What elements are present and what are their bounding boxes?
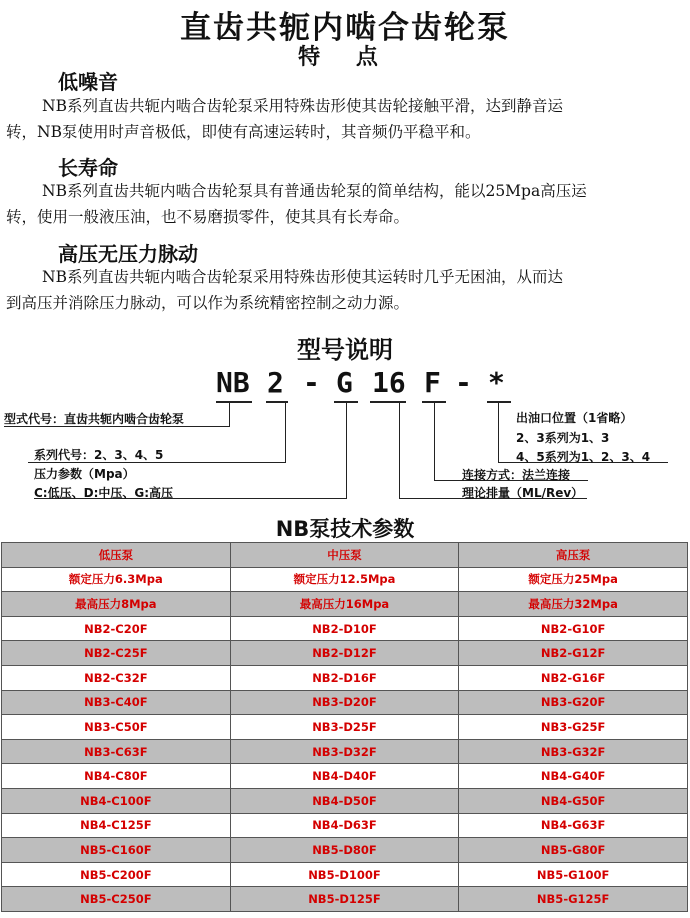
table-cell: 额定压力6.3Mpa [2,567,231,592]
table-cell: NB5-C200F [2,862,231,887]
feature-line: 转，使用一般液压油，也不易磨损零件，使其具有长寿命。 [6,208,410,226]
table-cell: NB3-C63F [2,739,231,764]
leader-line [498,403,499,463]
model-code-outlet: * [488,366,505,399]
table-row [2,887,688,912]
feature-heading-long-life: 长寿命 [58,156,118,180]
feature-heading-low-noise: 低噪音 [58,70,118,94]
label-connection: 连接方式：法兰连接 [462,468,571,482]
table-cell: NB3-D20F [230,690,459,715]
table-row [2,665,688,690]
table-header-cell: 低压泵 [2,543,231,568]
leader-line [229,403,230,427]
label-outlet-a: 2、3系列为1、3 [516,431,610,445]
table-cell: 额定压力12.5Mpa [230,567,459,592]
table-cell: NB3-D32F [230,739,459,764]
code-underline [370,401,406,403]
leader-line [434,403,435,481]
model-code-pressure: G [336,366,353,399]
feature-line: NB系列直齿共轭内啮合齿轮泵采用特殊齿形使其运转时几乎无困油，从而达 [42,268,563,286]
label-type-code: 型式代号：直齿共轭内啮合齿轮泵 [4,412,185,426]
table-cell: 最高压力32Mpa [459,592,688,617]
table-header-cell: 高压泵 [459,543,688,568]
table-cell: NB4-G50F [459,788,688,813]
model-code-dash: - [455,366,472,399]
table-row [2,813,688,838]
table-cell: NB2-C25F [2,641,231,666]
feature-line: NB系列直齿共轭内啮合齿轮泵采用特殊齿形使其齿轮接触平滑，达到静音运 [42,97,563,115]
table-row [2,641,688,666]
table-row [2,764,688,789]
table-cell: NB2-D10F [230,616,459,641]
model-code-series: 2 [267,366,284,399]
label-displacement: 理论排量（ML/Rev） [462,486,584,500]
table-cell: NB3-G25F [459,715,688,740]
table-cell: NB4-C125F [2,813,231,838]
table-cell: NB2-G10F [459,616,688,641]
table-cell: NB2-C32F [2,665,231,690]
table-row [2,715,688,740]
leader-line [346,403,347,499]
model-code-nb: NB [216,366,250,399]
table-cell: NB3-C50F [2,715,231,740]
table-cell: 最高压力16Mpa [230,592,459,617]
table-row [2,690,688,715]
model-section-title: 型号说明 [297,335,393,364]
table-cell: NB2-D16F [230,665,459,690]
model-code-connection: F [424,366,441,399]
table-row [2,592,688,617]
table-cell: NB4-D50F [230,788,459,813]
table-row [2,739,688,764]
leader-line [399,403,400,499]
label-series: 系列代号：2、3、4、5 [34,448,164,462]
table-cell: NB4-G40F [459,764,688,789]
code-underline [216,401,252,403]
feature-heading-high-pressure: 高压无压力脉动 [58,242,198,266]
table-row [2,567,688,592]
table-cell: NB2-G16F [459,665,688,690]
table-cell: NB4-G63F [459,813,688,838]
label-pressure: 压力参数（Mpa） [34,467,135,481]
model-code-displacement: 16 [372,366,406,399]
table-row [2,616,688,641]
table-cell: NB5-G125F [459,887,688,912]
leader-line [285,403,286,463]
label-pressure-levels: C:低压、D:中压、G:高压 [34,486,174,500]
table-cell: NB5-C160F [2,838,231,863]
table-cell: NB4-D40F [230,764,459,789]
feature-line: NB系列直齿共轭内啮合齿轮泵具有普通齿轮泵的简单结构，能以25Mpa高压运 [42,182,587,200]
table-cell: NB5-G100F [459,862,688,887]
table-cell: NB3-D25F [230,715,459,740]
feature-text-long-life [6,178,686,230]
table-header-cell: 中压泵 [230,543,459,568]
table-cell: NB2-C20F [2,616,231,641]
table-header-row [2,543,688,568]
table-cell: NB5-C250F [2,887,231,912]
table-cell: 额定压力25Mpa [459,567,688,592]
table-cell: NB3-G20F [459,690,688,715]
spec-table [1,542,688,912]
label-outlet: 出油口位置（1省略） [516,411,633,425]
feature-text-low-noise [6,93,686,145]
code-underline [487,401,511,403]
feature-line: 转，NB泵使用时声音极低，即使有高速运转时，其音频仍平稳平和。 [6,123,481,141]
table-cell: NB3-G32F [459,739,688,764]
feature-line: 到高压并消除压力脉动，可以作为系统精密控制之动力源。 [6,294,410,312]
table-cell: NB4-C80F [2,764,231,789]
features-heading: 特 点 [298,44,392,70]
table-cell: 最高压力8Mpa [2,592,231,617]
table-title: NB泵技术参数 [275,517,415,541]
feature-text-high-pressure [6,264,686,316]
table-row [2,838,688,863]
table-cell: NB3-C40F [2,690,231,715]
table-row [2,862,688,887]
table-cell: NB4-C100F [2,788,231,813]
table-cell: NB2-G12F [459,641,688,666]
table-cell: NB5-G80F [459,838,688,863]
table-cell: NB4-D63F [230,813,459,838]
table-cell: NB2-D12F [230,641,459,666]
table-cell: NB5-D125F [230,887,459,912]
table-row [2,788,688,813]
page-title: 直齿共轭内啮合齿轮泵 [180,10,510,46]
model-code-dash: - [303,366,320,399]
table-cell: NB5-D100F [230,862,459,887]
label-outlet-b: 4、5系列为1、2、3、4 [516,450,651,464]
table-cell: NB5-D80F [230,838,459,863]
